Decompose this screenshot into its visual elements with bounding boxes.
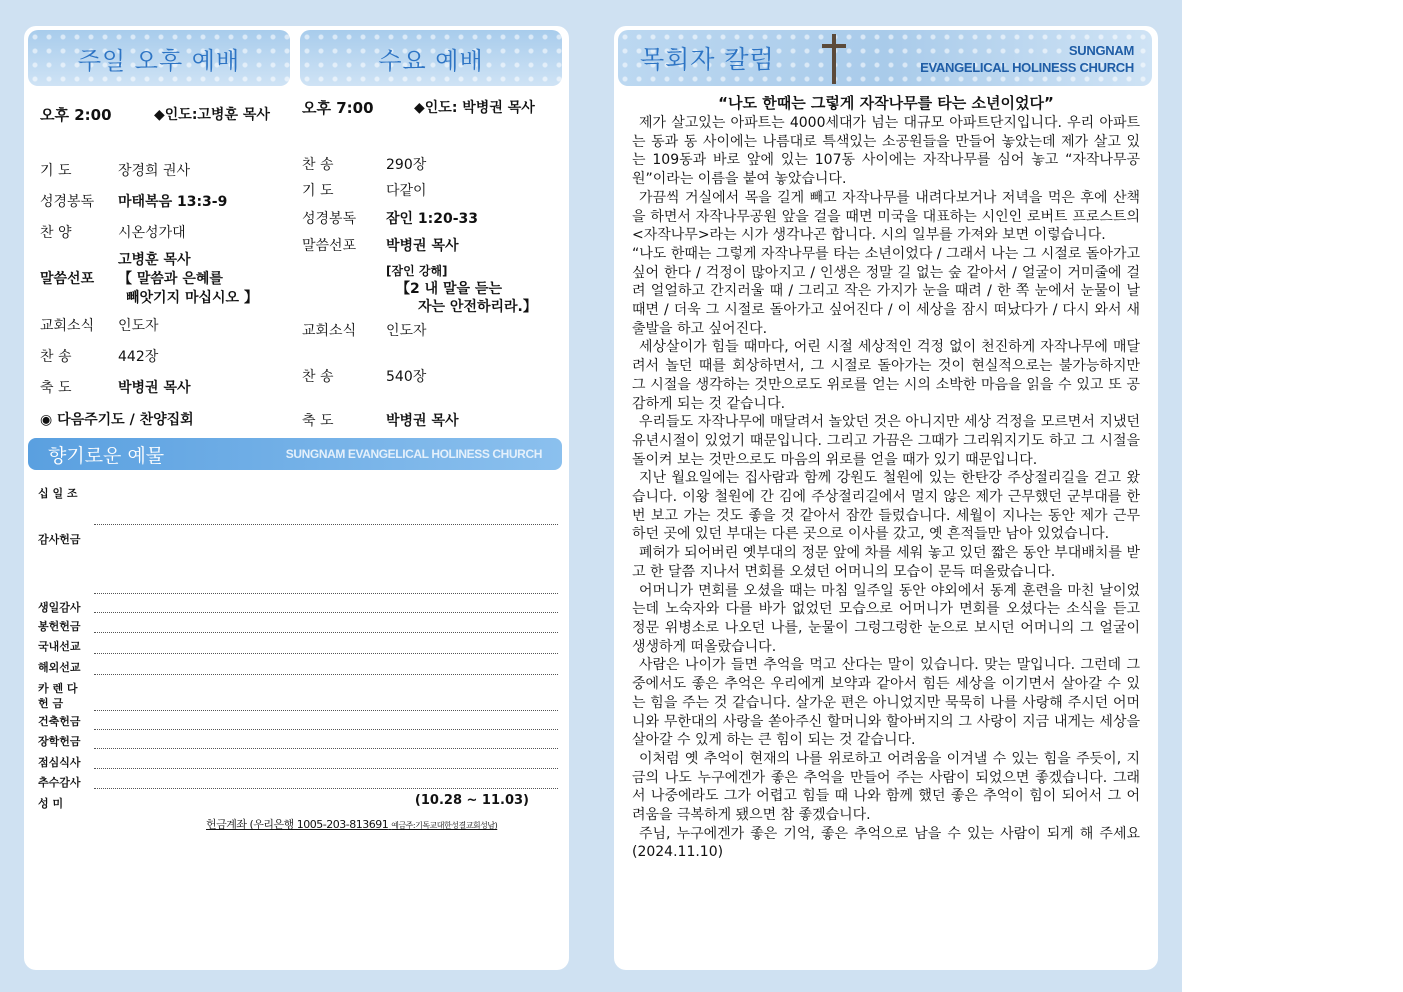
column-paragraph: 이처럼 옛 추억이 현재의 나를 위로하고 어려움을 이겨낼 수 있는 힘을 주듯이, 지금의 나도 누구에겐가 좋은 추억을 만들어 주는 사람이 되었으면 좋겠습니다. 그래서 나중에라도 그가 어렵고 힘들 때 나와 함께 했던 좋은 추억이 힘이 되어서 그 어려움을 극복하게 됐으면 참 좋겠습니다. [632, 750, 1140, 824]
right-page [614, 26, 1158, 970]
offering-title: 향기로운 예물 [48, 444, 165, 467]
left-page [24, 26, 569, 970]
bank-account: 헌금계좌 (우리은행 1005-203-813691 예금주:기독교대한성결교회성남) [206, 818, 498, 831]
offering-category: 추수감사 [38, 776, 81, 789]
column-paragraph: 우리들도 자작나무에 매달려서 놀았던 것은 아니지만 세상 걱정을 모르면서 지냈던 유년시절이 있었기 때문입니다. 그리고 가끔은 그때가 그리워지기도 하고 그 시절을 돌이켜 보는 것만으로도 마음의 위로를 얻을 때가 있기 때문입니다. [632, 414, 1140, 468]
order-item: 교회소식 인도자 [302, 323, 427, 339]
offering-category: 생일감사 [38, 601, 81, 614]
offering-line [94, 710, 558, 711]
sermon-preacher: 고병훈 목사 [118, 252, 191, 268]
offering-line [94, 729, 558, 730]
sermon-series: [잠인 강해] [386, 264, 448, 278]
order-item: 축 도 박병권 목사 [40, 380, 191, 396]
offering-category: 봉헌헌금 [38, 620, 81, 633]
sermon-title: 빼앗기지 마십시오 】 [126, 290, 258, 306]
offering-category: 십 일 조 [38, 487, 78, 500]
offering-category: 국내선교 [38, 640, 81, 653]
order-item: 찬 송 442장 [40, 349, 159, 365]
order-item: 축 도 박병권 목사 [302, 413, 459, 429]
sunday-time: 오후 2:00 [40, 106, 112, 124]
order-item: 찬 송 540장 [302, 369, 427, 385]
offering-church-name: SUNGNAM EVANGELICAL HOLINESS CHURCH [285, 447, 542, 461]
order-item: 찬 송 290장 [302, 157, 427, 173]
sunday-leader: ◆인도:고병훈 목사 [154, 107, 270, 123]
wednesday-time: 오후 7:00 [302, 99, 374, 117]
column-paragraph: 어머니가 면회를 오셨을 때는 마침 일주일 동안 야외에서 동계 훈련을 마친 날이었는데 노숙자와 다를 바가 없었던 모습으로 어머니가 면회를 오셨다는 소식을 듣고 정문 위병소로 나오던 나를, 눈물이 그렁그렁한 눈으로 보시던 어머니의 그 얼굴이 생생하게 떠올랐습니다. [632, 582, 1140, 655]
column-heading: “나도 한때는 그렇게 자작나무를 타는 소년이었다” [718, 94, 1054, 112]
sunday-service-banner [28, 30, 290, 86]
order-item: 찬 양 시온성가대 [40, 225, 186, 241]
sunday-service-title: 주일 오후 예배 [77, 46, 241, 75]
offering-category: 헌 금 [38, 697, 64, 710]
offering-category: 점심식사 [38, 756, 81, 769]
sermon-title-cont: 자는 안전하리라.】 [418, 299, 537, 315]
offering-line [94, 788, 558, 789]
wednesday-service-title: 수요 예배 [378, 46, 484, 75]
church-name: SUNGNAM EVANGELICAL HOLINESS CHURCH [920, 43, 1134, 75]
offering-line [94, 632, 558, 633]
next-week-note: ◉ 다음주기도 / 찬양집회 [40, 412, 194, 428]
offering-line [94, 768, 558, 769]
column-paragraph: “나도 한때는 그렇게 자작나무를 타는 소년이었다 / 그래서 나는 그 시절로 돌아가고 싶어 한다 / 걱정이 많아지고 / 인생은 정말 길 없는 숲 같아서 / 얼굴이 거미줄에 걸려 얼얼하고 간지러울 때 / 그리고 작은 가지가 눈을 때려 / 한 쪽 눈에서 눈물이 날 때면 / 더욱 그 시절로 돌아가고 싶어진다 / 이 세상을 잠시 떠났다가 / 다시 와서 새 출발을 하고 싶어진다. [632, 245, 1140, 337]
offering-category: 감사헌금 [38, 533, 81, 546]
offering-category: 해외선교 [38, 661, 81, 674]
wednesday-leader: ◆인도: 박병권 목사 [414, 100, 535, 116]
column-paragraph: 지난 월요일에는 집사람과 함께 강원도 철원에 있는 한탄강 주상절리길을 걷고 왔습니다. 이왕 철원에 간 김에 주상절리길에서 멀지 않은 제가 근무했던 군부대를 한번 보고 가는 것도 좋을 것 같아서 잠깐 들렀습니다. 세월이 지나는 동안 제가 근무하던 곳에 있던 부대는 다른 곳으로 이사를 갔고, 옛 흔적들만 남아 있었습니다. [632, 470, 1140, 543]
offering-category: 장학헌금 [38, 735, 81, 748]
column-body [632, 114, 1140, 862]
offering-category: 건축헌금 [38, 715, 81, 728]
pastor-column-title: 목회자 칼럼 [640, 45, 775, 74]
column-paragraph: 세상살이가 힘들 때마다, 어린 시절 세상적인 걱정 없이 천진하게 자작나무에 매달려서 놀던 때를 회상하면서, 그 시절로 돌아가는 것이 현실적으로는 불가능하지만 그 시절을 생각하는 것만으로도 위로를 얻는 시의 소박한 마음을 읽을 수 있고 또 공감하게 되는 것 같습니다. [632, 339, 1140, 412]
offering-line [94, 674, 558, 675]
offering-line [94, 612, 558, 613]
sermon-title: 【2 내 말을 듣는 [396, 281, 502, 297]
column-paragraph: 가끔씩 거실에서 목을 길게 빼고 자작나무를 내려다보거나 저녁을 먹은 후에 산책을 하면서 자작나무공원 앞을 걸을 때면 미국을 대표하는 시인인 로버트 프로스트의 <자작나무>라는 시가 생각나곤 합니다. 시의 일부를 가져와 보면 이렇습니다. [632, 189, 1140, 244]
offering-line [94, 653, 558, 654]
cross-icon [814, 32, 854, 86]
order-item: 성경봉독 잠인 1:20-33 [302, 211, 479, 227]
order-item: 말씀선포 박병권 목사 [302, 238, 459, 254]
offering-line [94, 524, 558, 525]
offering-category: 성 미 [38, 797, 64, 810]
order-item: 기 도 장경희 권사 [40, 163, 191, 179]
pastor-column-banner [618, 30, 1152, 86]
offering-category: 카 렌 다 [38, 682, 78, 695]
order-item: 기 도 다같이 [302, 183, 427, 199]
column-paragraph: 폐허가 되어버린 옛부대의 정문 앞에 차를 세워 놓고 있던 짧은 동안 부대배치를 받고 한 달쯤 지나서 면회를 오셨던 어머니의 모습이 문득 떠올랐습니다. [632, 545, 1140, 580]
order-item: 성경봉독 마태복음 13:3-9 [40, 194, 228, 210]
wednesday-service-banner [300, 30, 562, 86]
offering-line [94, 748, 558, 749]
order-item: 말씀선포 【 말씀과 은혜를 [40, 271, 223, 287]
order-item: 교회소식 인도자 [40, 318, 159, 334]
offering-line [94, 593, 558, 594]
column-paragraph: 사람은 나이가 들면 추억을 먹고 산다는 말이 있습니다. 맞는 말입니다. 그런데 그중에서도 좋은 추억은 우리에게 보약과 같아서 힘든 세상을 이기면서 살아갈 수 있는 힘을 주는 것 같습니다. 살가운 편은 아니었지만 묵묵히 나를 사랑해 주시던 어머니와 무한대의 사랑을 쏟아주신 할머니와 할아버지의 그 사랑이 지금 내게는 세상을 살아갈 수 있게 하는 큰 힘이 되는 것 같습니다. [632, 657, 1140, 749]
offering-period: (10.28 ~ 11.03) [414, 793, 529, 808]
offering-banner [28, 438, 562, 470]
column-paragraph: 주님, 누구에겐가 좋은 기억, 좋은 추억으로 남을 수 있는 사람이 되게 해 주세요(2024.11.10) [632, 825, 1140, 861]
column-paragraph: 제가 살고있는 아파트는 4000세대가 넘는 대규모 아파트단지입니다. 우리 아파트는 동과 동 사이에는 나름대로 특색있는 소공원들을 만들어 놓았는데 제가 살고 있는 109동과 바로 앞에 있는 107동 사이에는 자작나무를 심어 놓고 “자작나무공원”이라는 이름을 붙여 놓았습니다. [632, 115, 1140, 188]
